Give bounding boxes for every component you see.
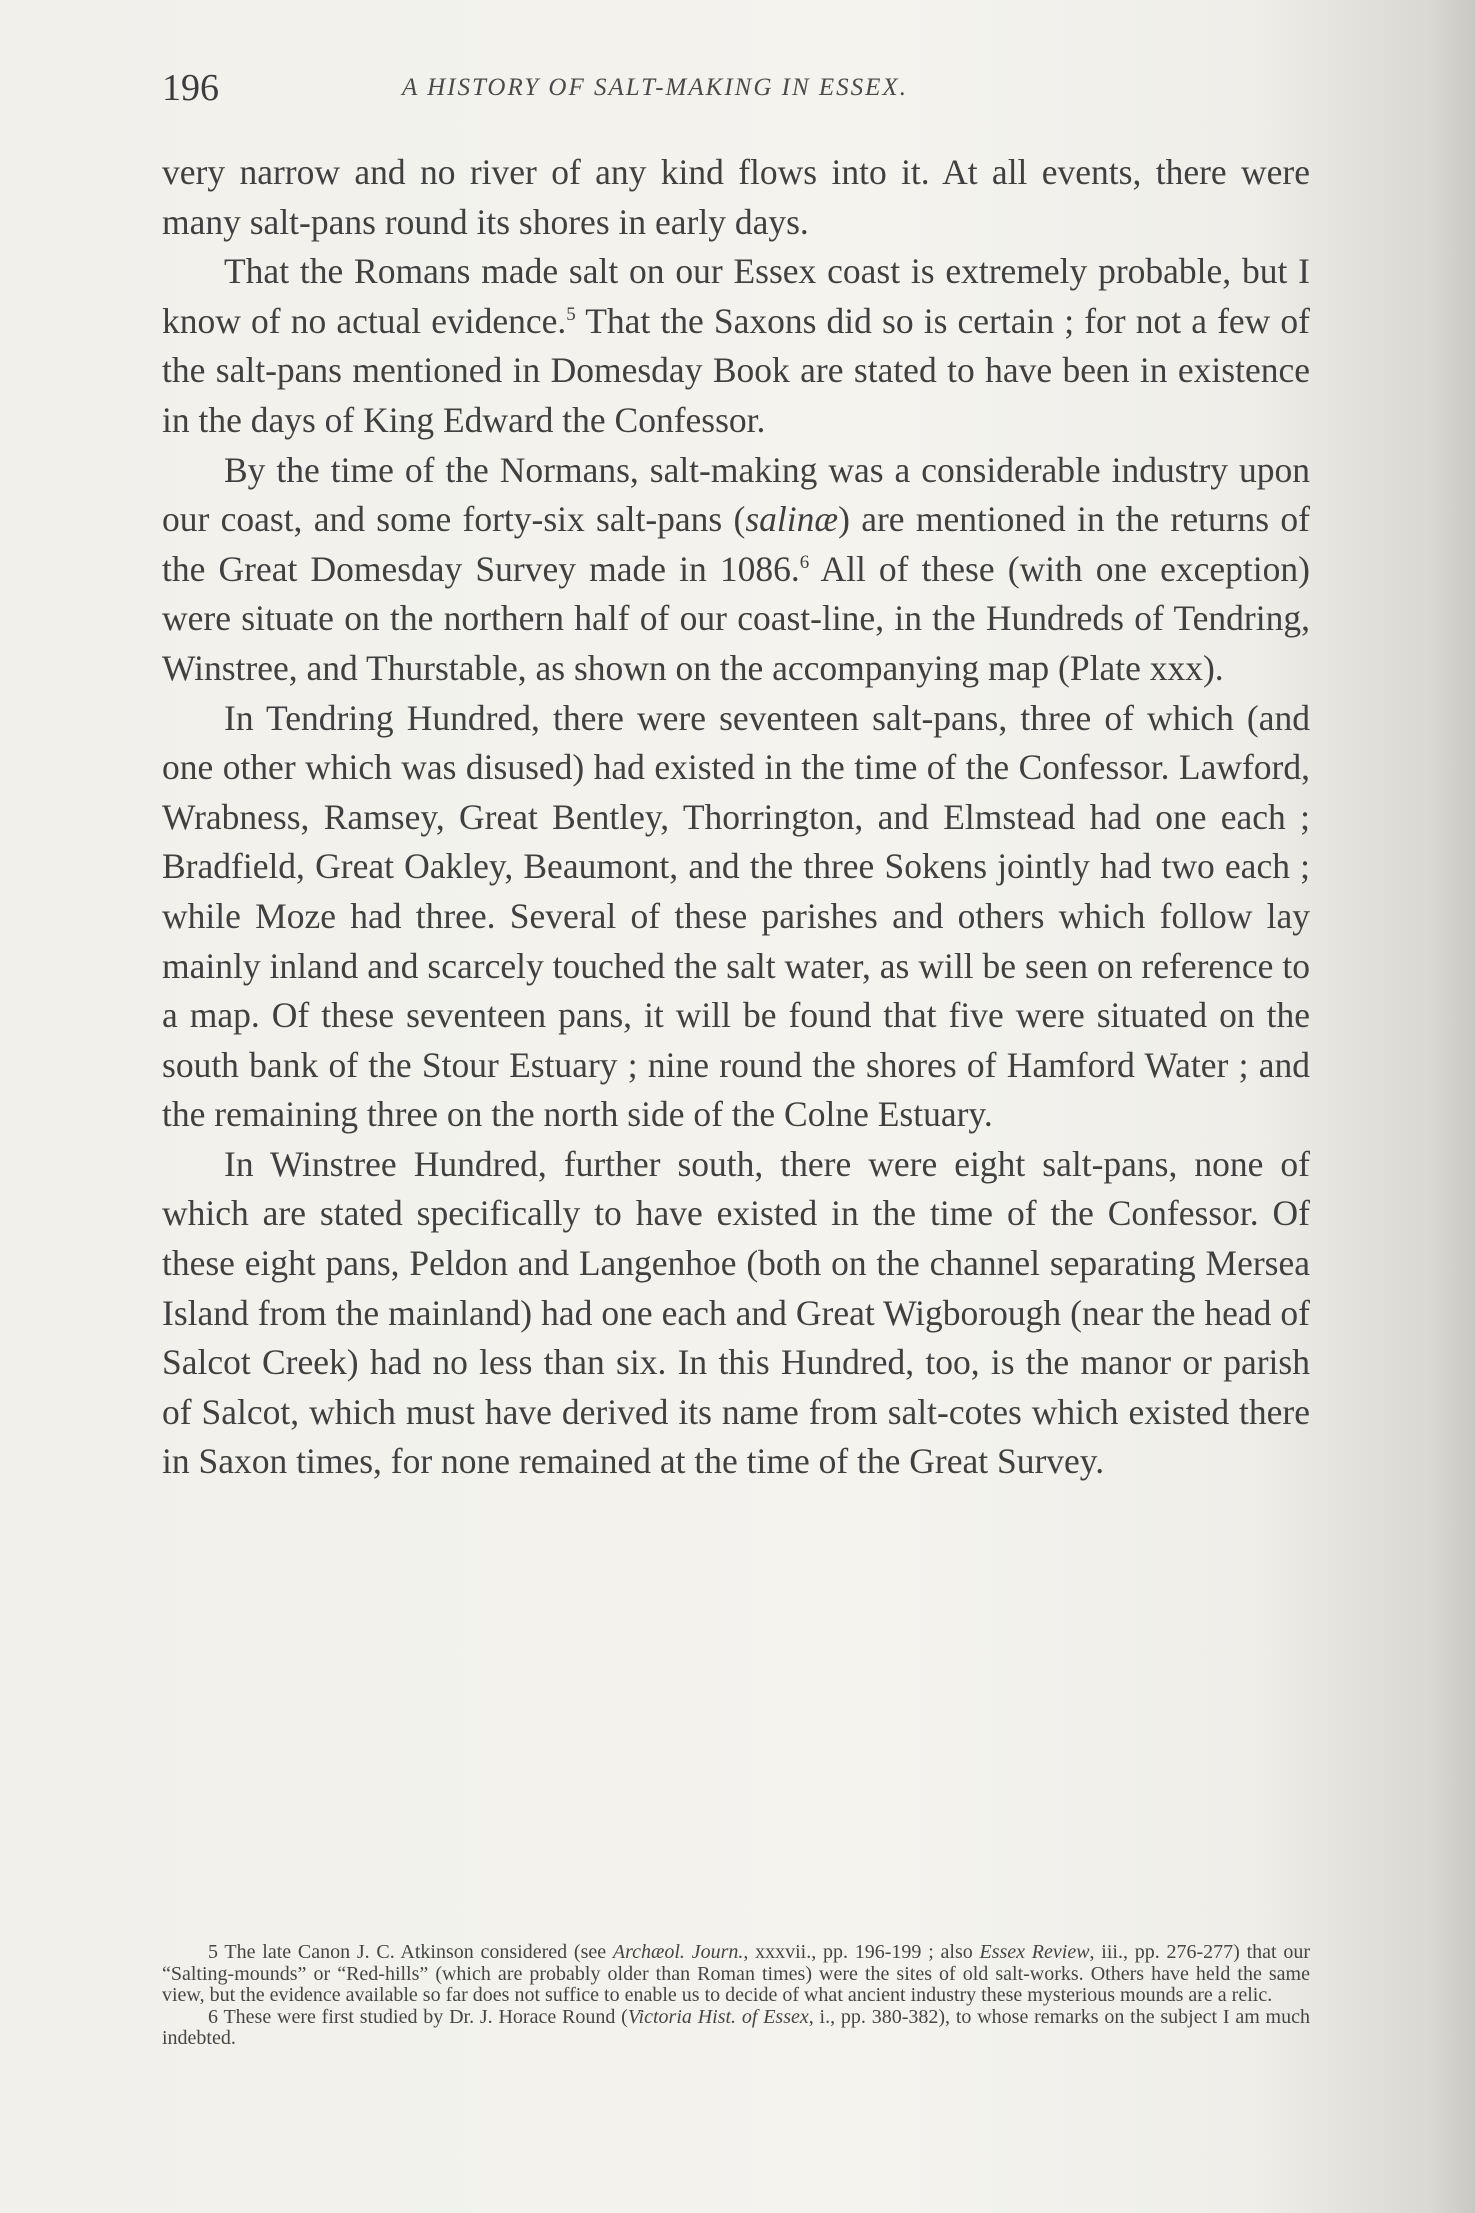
paragraph-text: That the Saxons did so is certain ; for not a few of the salt-pans mentioned in Domesday Book are stated to have been in existence in the days of King Edward the Confessor. xyxy=(162,300,1310,440)
italic-title: Victoria Hist. of Essex xyxy=(627,2005,809,2028)
page-header xyxy=(162,66,1312,114)
paragraph xyxy=(162,1140,1310,1487)
italic-title: Archæol. Journ. xyxy=(612,1941,744,1963)
paragraph-text: All of these (with one exception) were situate on the northern half of our coast-line, in the Hundreds of Tendring, Winstree, and Thurstable, as shown on the accompanying map (Plate xxx). xyxy=(162,548,1310,688)
page-number: 196 xyxy=(162,67,219,109)
footnote-ref: 5 xyxy=(566,303,576,325)
paragraph xyxy=(162,446,1310,694)
paragraph-text: By the time of the Normans, salt-making was a considerable industry upon our coast, and some forty-six salt-pans ( xyxy=(162,449,1310,540)
paragraph xyxy=(162,694,1310,1140)
footnote-5 xyxy=(162,1942,1310,2007)
footnote-text: , iii., pp. 276-277) that our “Salting-mounds” or “Red-hills” (which are probably older than Roman times) were the sites of old salt-works. Others have held the same view, but the evidence available so far does not suffice to enable us to decide of what ancient industry these mysterious mounds are a relic. xyxy=(162,1941,1311,2006)
footnote-6 xyxy=(162,2007,1310,2050)
paragraph xyxy=(162,148,1310,247)
footnote-text: 5 The late Canon J. C. Atkinson considered (see xyxy=(208,1941,613,1963)
paragraph-text: That the Romans made salt on our Essex coast is extremely probable, but I know of no actual evidence. xyxy=(162,251,1310,341)
paragraph xyxy=(162,247,1310,445)
body-text xyxy=(162,148,1310,1487)
footnote-ref: 6 xyxy=(799,551,810,573)
italic-title: Essex Review xyxy=(979,1941,1090,1963)
paragraph-text: ) are mentioned in the returns of the Great Domesday Survey made in 1086. xyxy=(162,499,1310,589)
footnote-text: , xxxvii., pp. 196-199 ; also xyxy=(743,1941,980,1963)
footnotes xyxy=(162,1942,1310,2050)
footnote-text: 6 These were first studied by Dr. J. Horace Round ( xyxy=(208,2005,628,2028)
italic-term: salinæ xyxy=(745,499,839,540)
footnote-text: , i., pp. 380-382), to whose remarks on the subject I am much indebted. xyxy=(162,2005,1310,2049)
paragraph-text: very narrow and no river of any kind flows into it. At all events, there were many salt-pans round its shores in early days. xyxy=(162,152,1310,242)
running-head: A HISTORY OF SALT-MAKING IN ESSEX. xyxy=(402,74,908,101)
paragraph-text: In Tendring Hundred, there were seventeen salt-pans, three of which (and one other which was disused) had existed in the time of the Confessor. Lawford, Wrabness, Ramsey, Great Bentley, Thorrington, and Elmstead had one each ; Bradfield, Great Oakley, Beaumont, and the three Sokens jointly had two each ; while Moze had three. Several of these parishes and others which follow lay mainly inland and scarcely touched the salt water, as will be seen on reference to a map. Of these seventeen pans, it will be found that five were situated on the south bank of the Stour Estuary ; nine round the shores of Hamford Water ; and the remaining three on the north side of the Colne Estuary. xyxy=(162,697,1310,1135)
paragraph-text: In Winstree Hundred, further south, there were eight salt-pans, none of which are stated specifically to have existed in the time of the Confessor. Of these eight pans, Peldon and Langenhoe (both on the channel separating Mersea Island from the mainland) had one each and Great Wigborough (near the head of Salcot Creek) had no less than six. In this Hundred, too, is the manor or parish of Salcot, which must have derived its name from salt-cotes which existed there in Saxon times, for none remained at the time of the Great Survey. xyxy=(162,1143,1310,1482)
